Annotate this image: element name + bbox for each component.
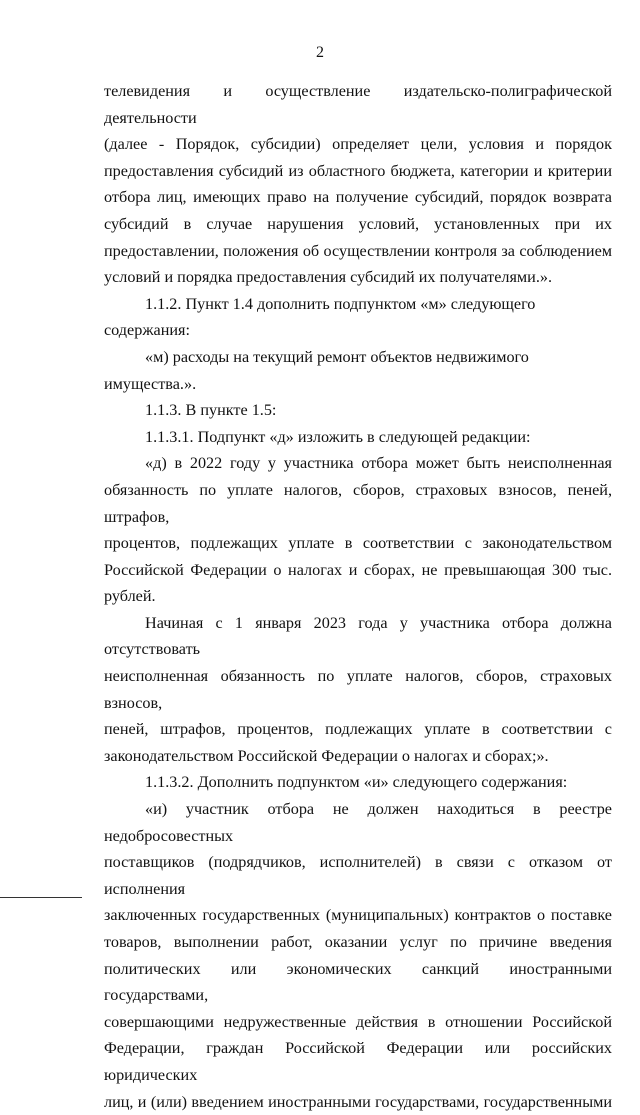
paragraph-line: рублей.	[104, 587, 156, 606]
paragraph-line: политических или экономических санкций иностранными государствами,	[104, 959, 612, 1005]
paragraph-first-line: «м) расходы на текущий ремонт объектов недвижимого имущества.».	[104, 347, 529, 393]
paragraph-line: условий и порядка предоставления субсидий их получателями.».	[104, 268, 553, 287]
page-edge-line	[0, 897, 82, 898]
paragraph-first-line: телевидения и осуществление издательско-полиграфической деятельности	[104, 82, 612, 127]
paragraph-line: совершающими недружественные действия в отношении Российской	[104, 1012, 612, 1031]
paragraph-first-line: 1.1.3.2. Дополнить подпунктом «и» следующего содержания:	[145, 773, 568, 792]
page-number: 2	[316, 44, 324, 61]
paragraph-line: субсидий в случае нарушения условий, установленных при их	[104, 214, 612, 233]
paragraph-line: законодательством Российской Федерации о налогах и сборах;».	[104, 746, 549, 765]
paragraph-line: поставщиков (подрядчиков, исполнителей) в связи с отказом от исполнения	[104, 853, 612, 898]
paragraph-first-line: 1.1.3. В пункте 1.5:	[145, 401, 277, 420]
paragraph-first-line: Начиная с 1 января 2023 года у участника отбора должна отсутствовать	[104, 613, 612, 659]
paragraph-line: предоставлении, положения об осуществлении контроля за соблюдением	[104, 241, 612, 260]
paragraph-line: товаров, выполнении работ, оказании услуг по причине введения	[104, 933, 612, 951]
paragraph-line: отбора лиц, имеющих право на получение субсидий, порядок возврата	[104, 188, 612, 207]
paragraph-first-line: «д) в 2022 году у участника отбора может быть неисполненная	[145, 454, 612, 473]
paragraph-line: пеней, штрафов, процентов, подлежащих уплате в соответствии с	[104, 720, 612, 739]
paragraph-first-line: «и) участник отбора не должен находиться в реестре недобросовестных	[104, 800, 612, 845]
paragraph-line: (далее - Порядок, субсидии) определяет цели, условия и порядок	[104, 135, 612, 154]
paragraph-line: заключенных государственных (муниципальных) контрактов о поставке	[104, 906, 612, 925]
paragraph-first-line: 1.1.3.1. Подпункт «д» изложить в следующей редакции:	[145, 427, 531, 446]
paragraph-line: процентов, подлежащих уплате в соответствии с законодательством	[104, 534, 612, 553]
paragraph-first-line: 1.1.2. Пункт 1.4 дополнить подпунктом «м» следующего содержания:	[104, 294, 536, 340]
paragraph-line: Федерации, граждан Российской Федерации или российских юридических	[104, 1039, 612, 1084]
paragraph-line: неисполненная обязанность по уплате налогов, сборов, страховых взносов,	[104, 667, 612, 712]
paragraph-line: Российской Федерации о налогах и сборах, не превышающая 300 тыс.	[104, 560, 612, 579]
paragraph-line: обязанность по уплате налогов, сборов, страховых взносов, пеней, штрафов,	[104, 480, 612, 526]
document-body	[104, 78, 612, 1115]
paragraph-line: лиц, и (или) введением иностранными государствами, государственными	[104, 1092, 612, 1111]
paragraph-line: предоставления субсидий из областного бюджета, категории и критерии	[104, 161, 612, 180]
